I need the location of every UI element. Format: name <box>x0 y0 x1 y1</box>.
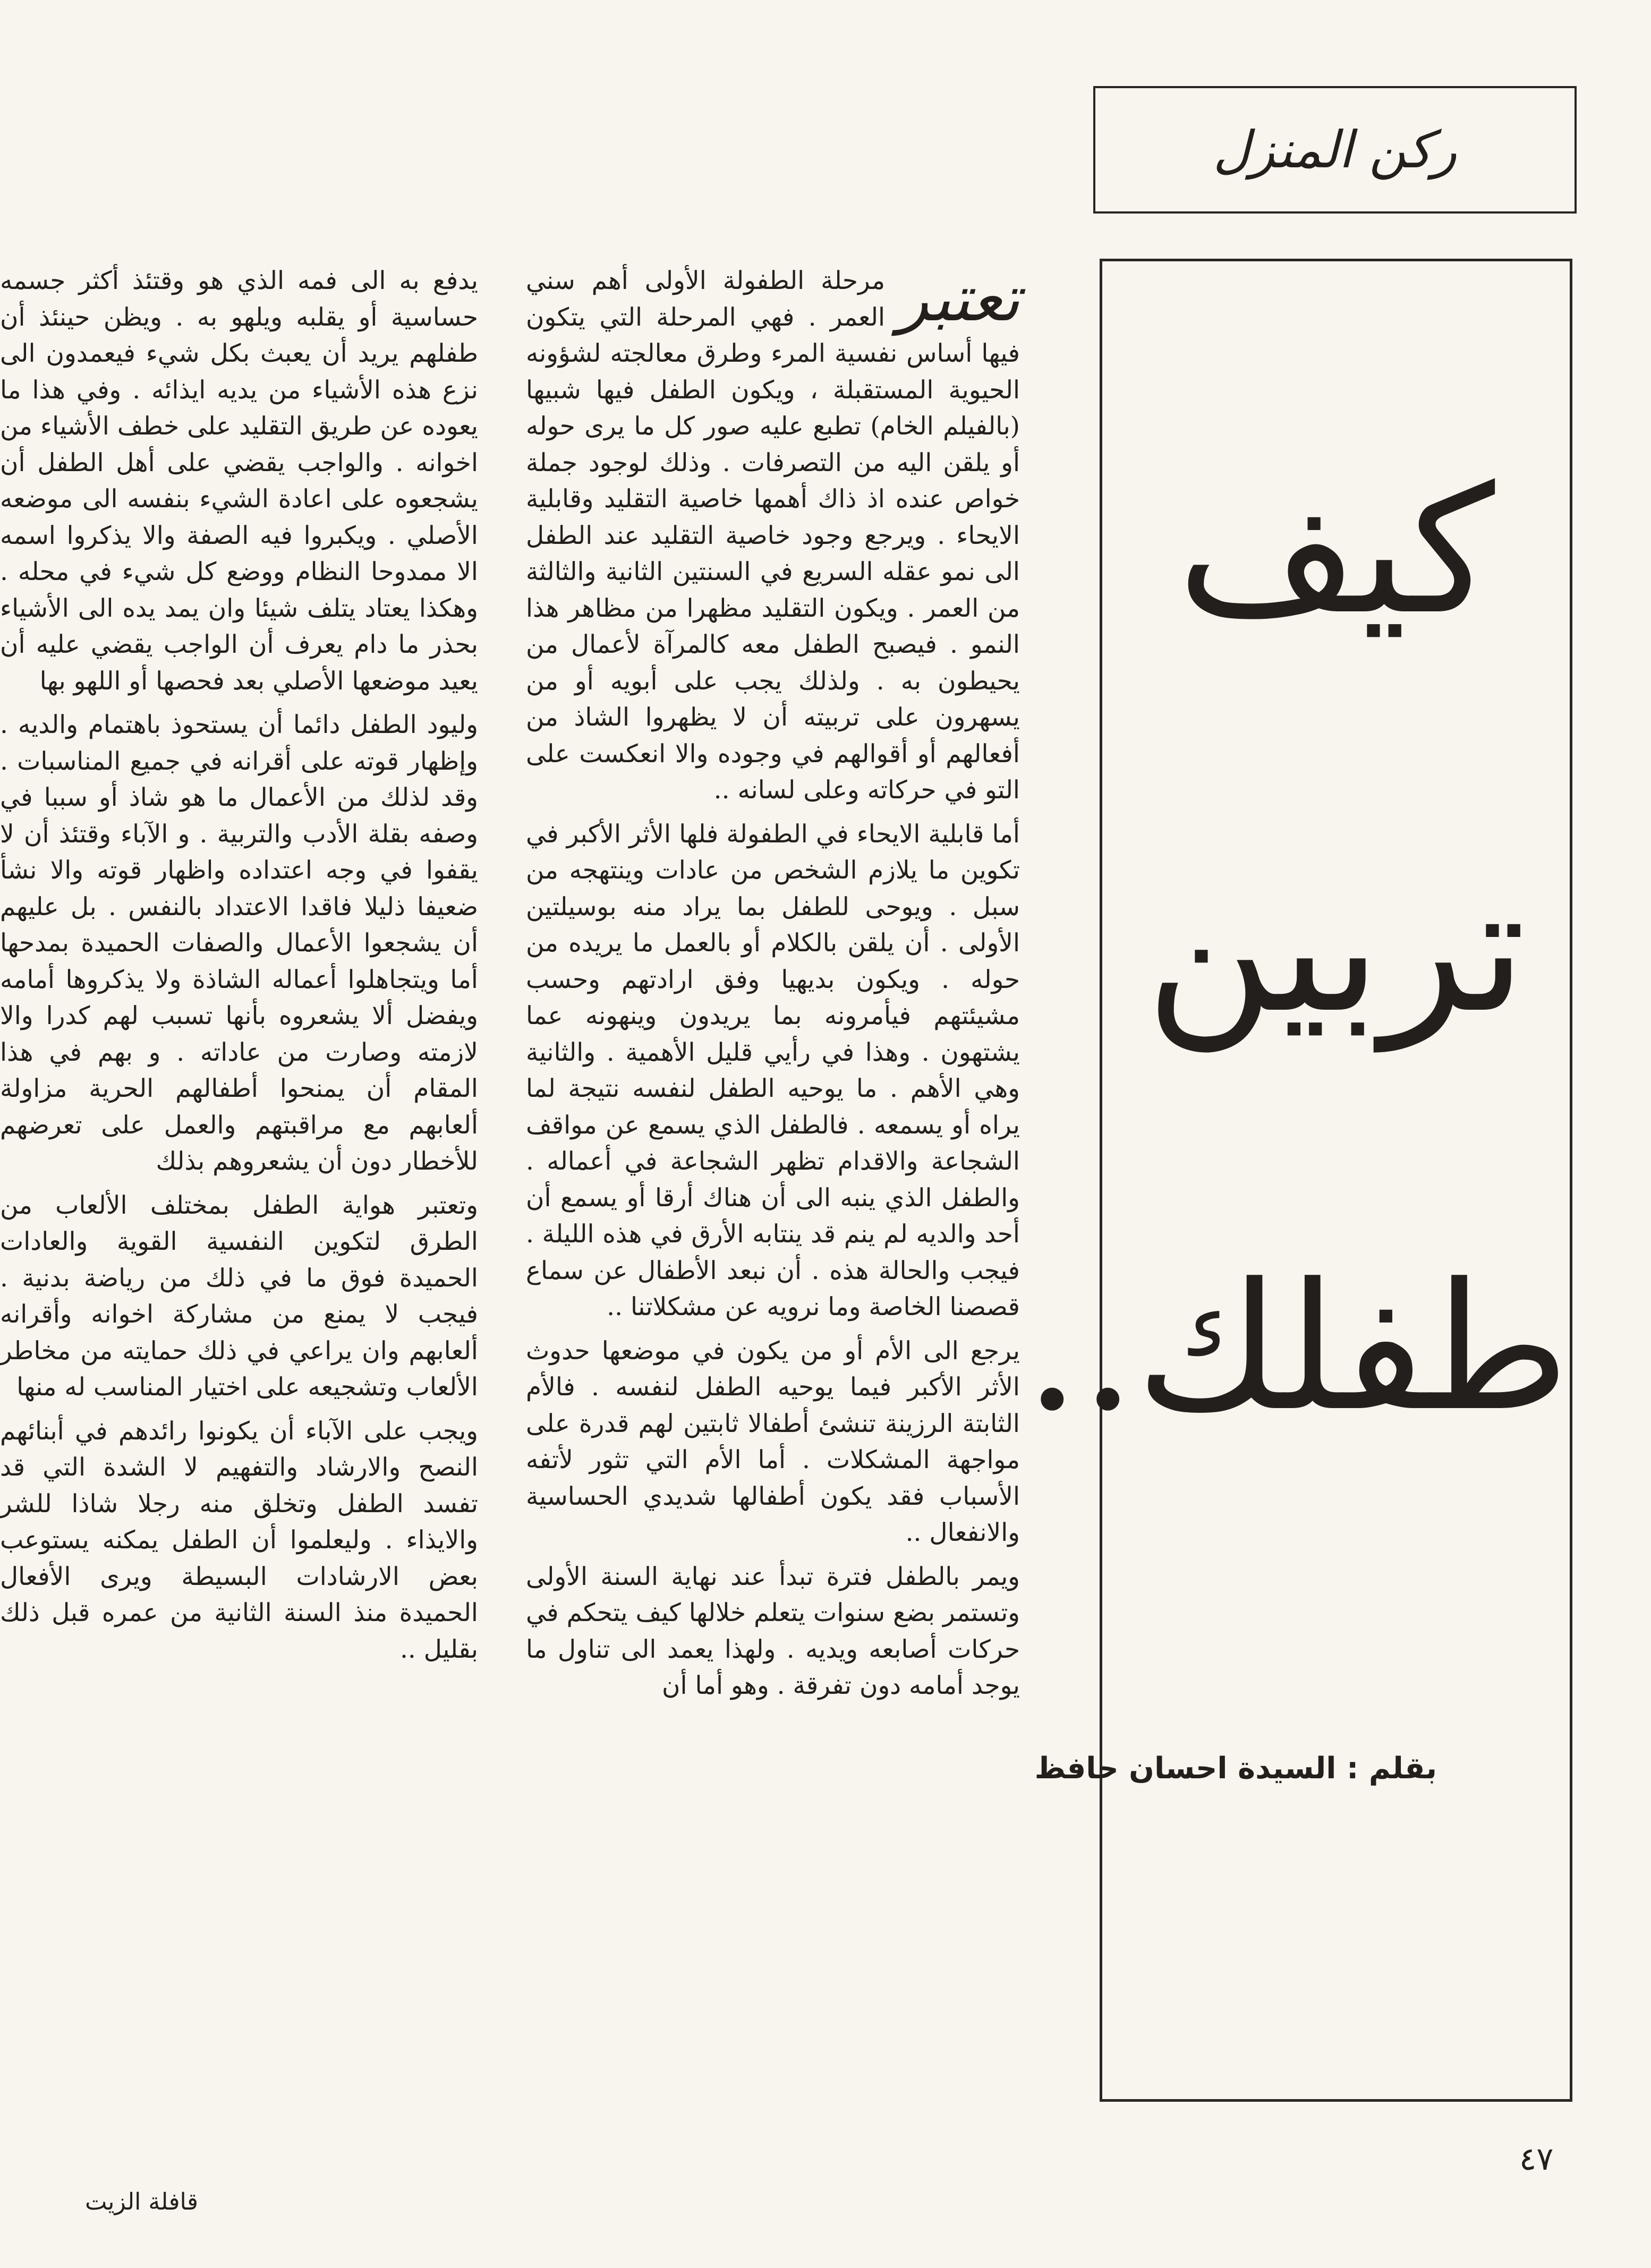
paragraph: ويمر بالطفل فترة تبدأ عند نهاية السنة الأولى وتستمر بضع سنوات يتعلم خلالها كيف يتحكم في حركات أصابعه ويديه . ولهذا يعمد الى تناول ما يوجد أمامه دون تفرقة . وهو أما أن <box>526 1562 1020 1700</box>
page-number: ٤٧ <box>1519 2141 1554 2178</box>
paragraph: ويجب على الآباء أن يكونوا رائدهم في أبنائهم النصح والارشاد والتفهيم لا الشدة التي قد تفسد الطفل وتخلق منه رجلا شاذا للشر والايذاء . وليعلموا أن الطفل يمكنه يستوعب بعض الارشادات البسيطة ويرى الأفعال الحميدة منذ السنة الثانية من عمره قبل ذلك بقليل .. <box>0 1416 478 1664</box>
title-line-1: كيف <box>1177 449 1495 653</box>
article-column-2 <box>0 263 478 1675</box>
paragraph: وليود الطفل دائما أن يستحوذ باهتمام والديه . وإظهار قوته على أقرانه في جميع المناسبات . وقد لذلك من الأعمال ما هو شاذ أو سببا في وصفه بقلة الأدب والتربية . و الآباء وقتئذ أن لا يقفوا في وجه اعتداده واظهار قوته والا نشأ ضعيفا ذليلا فاقدا الاعتداد بالنفس . بل عليهم أن يشجعوا الأعمال والصفات الحميدة بمدحها أما ويتجاهلوا أعماله الشاذة ولا يذكروها أمامه ويفضل ألا يشعروه بأنها تسبب لهم كدرا والا لازمته وصارت من عاداته . و بهم في هذا المقام أن يمنحوا أطفالهم الحرية مزاولة ألعابهم مع مراقبتهم والعمل على تعرضهم للأخطار دون أن يشعروهم بذلك <box>0 710 478 1176</box>
paragraph: وتعتبر هواية الطفل بمختلف الألعاب من الطرق لتكوين النفسية القوية والعادات الحميدة فوق ما في ذلك من رياضة بدنية . فيجب لا يمنع من مشاركة اخوانه وأقرانه ألعابهم وان يراعي في ذلك حمايته من مخاطر الألعاب وتشجيعه على اختيار المناسب له منها <box>0 1190 478 1402</box>
title-panel <box>1024 259 1572 2102</box>
title-line-3: طفلك.. <box>1024 1246 1570 1450</box>
article-column-1 <box>526 263 1020 1712</box>
section-header-box <box>1093 86 1577 214</box>
footer-publication-name: قافلة الزيت <box>85 2188 198 2215</box>
paragraph: أما قابلية الايحاء في الطفولة فلها الأثر الأكبر في تكوين ما يلازم الشخص من عادات وينتهجه من سبل . ويوحى للطفل بما يراد منه بوسيلتين الأولى . أن يلقن بالكلام أو بالعمل ما يريده من حوله . ويكون بديهيا وفق ارادتهم وحسب مشيئتهم فيأمرونه بما يريدون وينهونه عما يشتهون . وهذا في رأيي قليل الأهمية . والثانية وهي الأهم . ما يوحيه الطفل لنفسه نتيجة لما يراه أو يسمعه . فالطفل الذي يسمع عن مواقف الشجاعة والاقدام تظهر الشجاعة في أعماله . والطفل الذي ينبه الى أن هناك أرقا أو يسمع أن أحد والديه لم ينم قد ينتابه الأرق في هذه الليلة . فيجب والحالة هذه . أن نبعد الأطفال عن سماع قصصنا الخاصة وما نرويه عن مشكلاتنا .. <box>526 819 1020 1321</box>
paragraph: يرجع الى الأم أو من يكون في موضعها حدوث الأثر الأكبر فيما يوحيه الطفل لنفسه . فالأم الثابتة الرزينة تنشئ أطفالا ثابتين لهم قدرة على مواجهة المشكلات . أما الأم التي تثور لأتفه الأسباب فقد يكون أطفالها شديدي الحساسية والانفعال .. <box>526 1336 1020 1547</box>
drop-cap-word: تعتبر <box>898 262 1020 336</box>
paragraph: يدفع به الى فمه الذي هو وقتئذ أكثر جسمه حساسية أو يقلبه ويلهو به . ويظن حينئذ أن طفلهم يريد أن يعبث بكل شيء فيعمدون الى نزع هذه الأشياء من يديه ايذائه . وفي هذا ما يعوده عن طريق التقليد على خطف الأشياء من اخوانه . والواجب يقضي على أهل الطفل أن يشجعوه على اعادة الشيء بنفسه الى موضعه الأصلي . ويكبروا فيه الصفة والا يذكروا اسمه الا ممدوحا النظام ووضع كل شيء في محله . وهكذا يعتاد يتلف شيئا وان يمد يده الى الأشياء بحذر ما دام يعرف أن الواجب يقضي عليه أن يعيد موضعها الأصلي بعد فحصها أو اللهو بها <box>0 266 478 696</box>
section-label: ركن المنزل <box>1213 120 1457 180</box>
paragraph: تعتبر مرحلة الطفولة الأولى أهم سني العمر . فهي المرحلة التي يتكون فيها أساس نفسية المرء وطرق معالجته لشؤونه الحيوية المستقبلة ، ويكون الطفل فيها شبيها (بالفيلم الخام) تطبع عليه صور كل ما يرى حوله أو يلقن اليه من التصرفات . وذلك لوجود جملة خواص عنده اذ ذاك أهمها خاصية التقليد وقابلية الايحاء . ويرجع وجود خاصية التقليد عند الطفل الى نمو عقله السريع في السنتين الثانية والثالثة من العمر . ويكون التقليد مظهرا من مظاهر هذا النمو . فيصبح الطفل معه كالمرآة لأعمال من يحيطون به . ولذلك يجب على أبويه أو من يسهرون على تربيته أن لا يظهروا الشاذ من أفعالهم أو أقوالهم في وجوده والا انعكست على التو في حركاته وعلى لسانه .. <box>526 262 1020 805</box>
title-line-2: تربين <box>1145 847 1527 1051</box>
author-byline: بقلم : السيدة احسان حافظ <box>1034 1751 1437 1786</box>
